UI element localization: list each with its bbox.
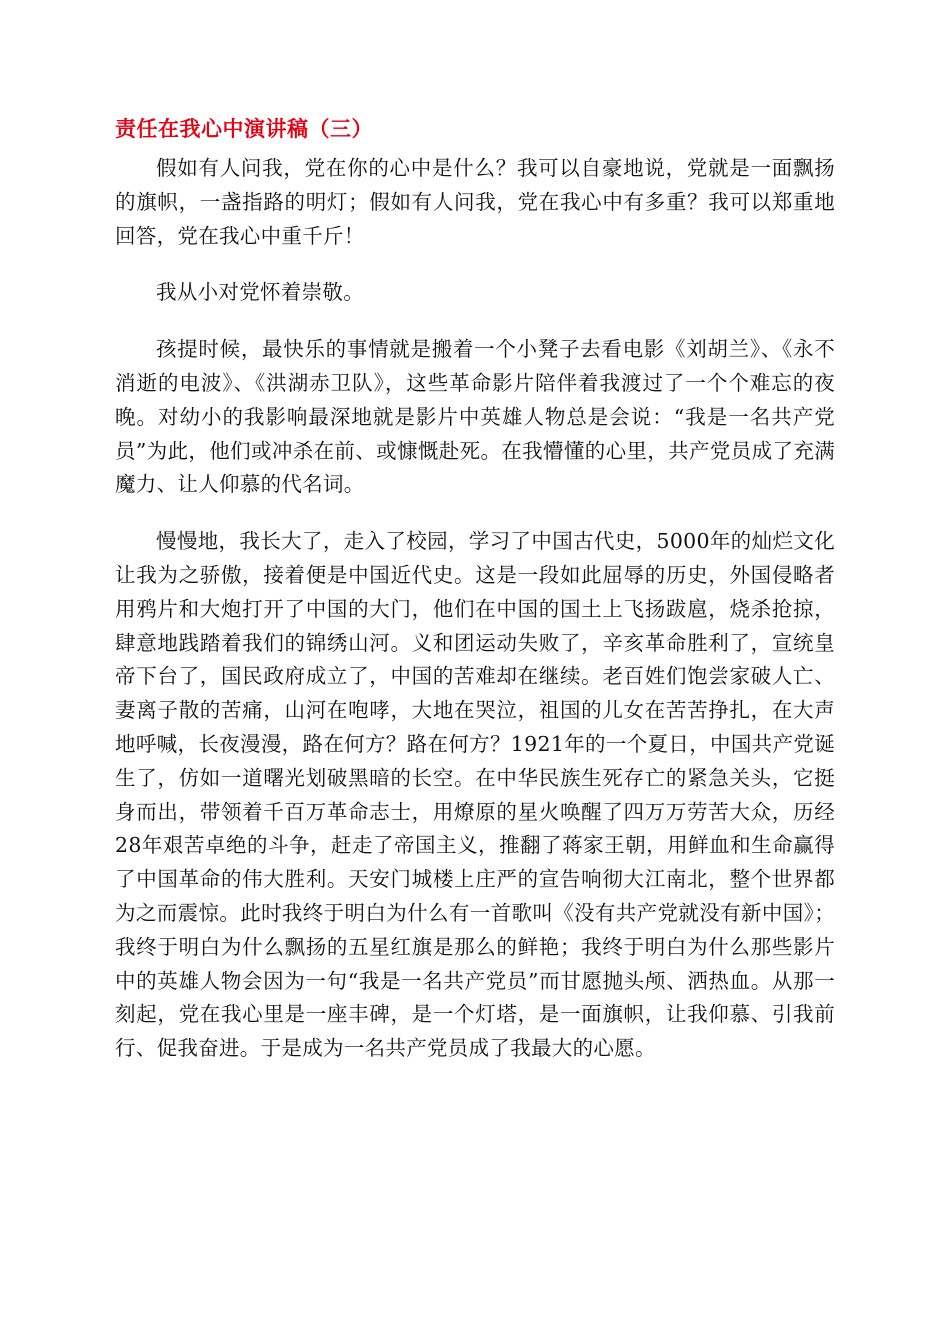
paragraph-2: 我从小对党怀着崇敬。 — [156, 280, 364, 305]
document-title: 责任在我心中演讲稿（三） — [115, 117, 373, 141]
paragraph-4: 慢慢地，我长大了，走入了校园，学习了中国古代史，5000年的灿烂文化让我为之骄傲，接着便是中国近代史。这是一段如此屈辱的历史，外国侵略者用鸦片和大炮打开了中国的大门，他们在中国的国土上飞扬跋扈，烧杀抢掠，肆意地践踏着我们的锦绣山河。义和团运动失败了，辛亥革命胜利了，宣统皇帝下台了，国民政府成立了，中国的苦难却在继续。老百姓们饱尝家破人亡、妻离子散的苦痛，山河在咆哮，大地在哭泣，祖国的儿女在苦苦挣扎，在大声地呼喊，长夜漫漫，路在何方？路在何方？1921年的一个夏日，中国共产党诞生了，仿如一道曙光划破黑暗的长空。在中华民族生死存亡的紧急关头，它挺身而出，带领着千百万革命志士，用燎原的星火唤醒了四万万劳苦大众，历经28年艰苦卓绝的斗争，赶走了帝国主义，推翻了蒋家王朝，用鲜血和生命赢得了中国革命的伟大胜利。天安门城楼上庄严的宣告响彻大江南北，整个世界都为之而震惊。此时我终于明白为什么有一首歌叫《没有共产党就没有新中国》；我终于明白为什么飘扬的五星红旗是那么的鲜艳；我终于明白为什么那些影片中的英雄人物会因为一句“我是一名共产党员”而甘愿抛头颅、洒热血。从那一刻起，党在我心里是一座丰碑，是一个灯塔，是一面旗帜，让我仰慕、引我前行、促我奋进。于是成为一名共产党员成了我最大的心愿。 — [115, 529, 835, 1061]
document-body — [115, 112, 835, 1066]
paragraph-3: 孩提时候，最快乐的事情就是搬着一个小凳子去看电影《刘胡兰》、《永不消逝的电波》、《洪湖赤卫队》，这些革命影片陪伴着我渡过了一个个难忘的夜晚。对幼小的我影响最深地就是影片中英雄人物总是会说：“我是一名共产党员”为此，他们或冲杀在前、或慷慨赴死。在我懵懂的心里，共产党员成了充满魔力、让人仰慕的代名词。 — [115, 337, 835, 497]
paragraph-1: 假如有人问我，党在你的心中是什么？我可以自豪地说，党就是一面飘扬的旗帜，一盏指路的明灯；假如有人问我，党在我心中有多重？我可以郑重地回答，党在我心中重千斤！ — [115, 156, 835, 248]
